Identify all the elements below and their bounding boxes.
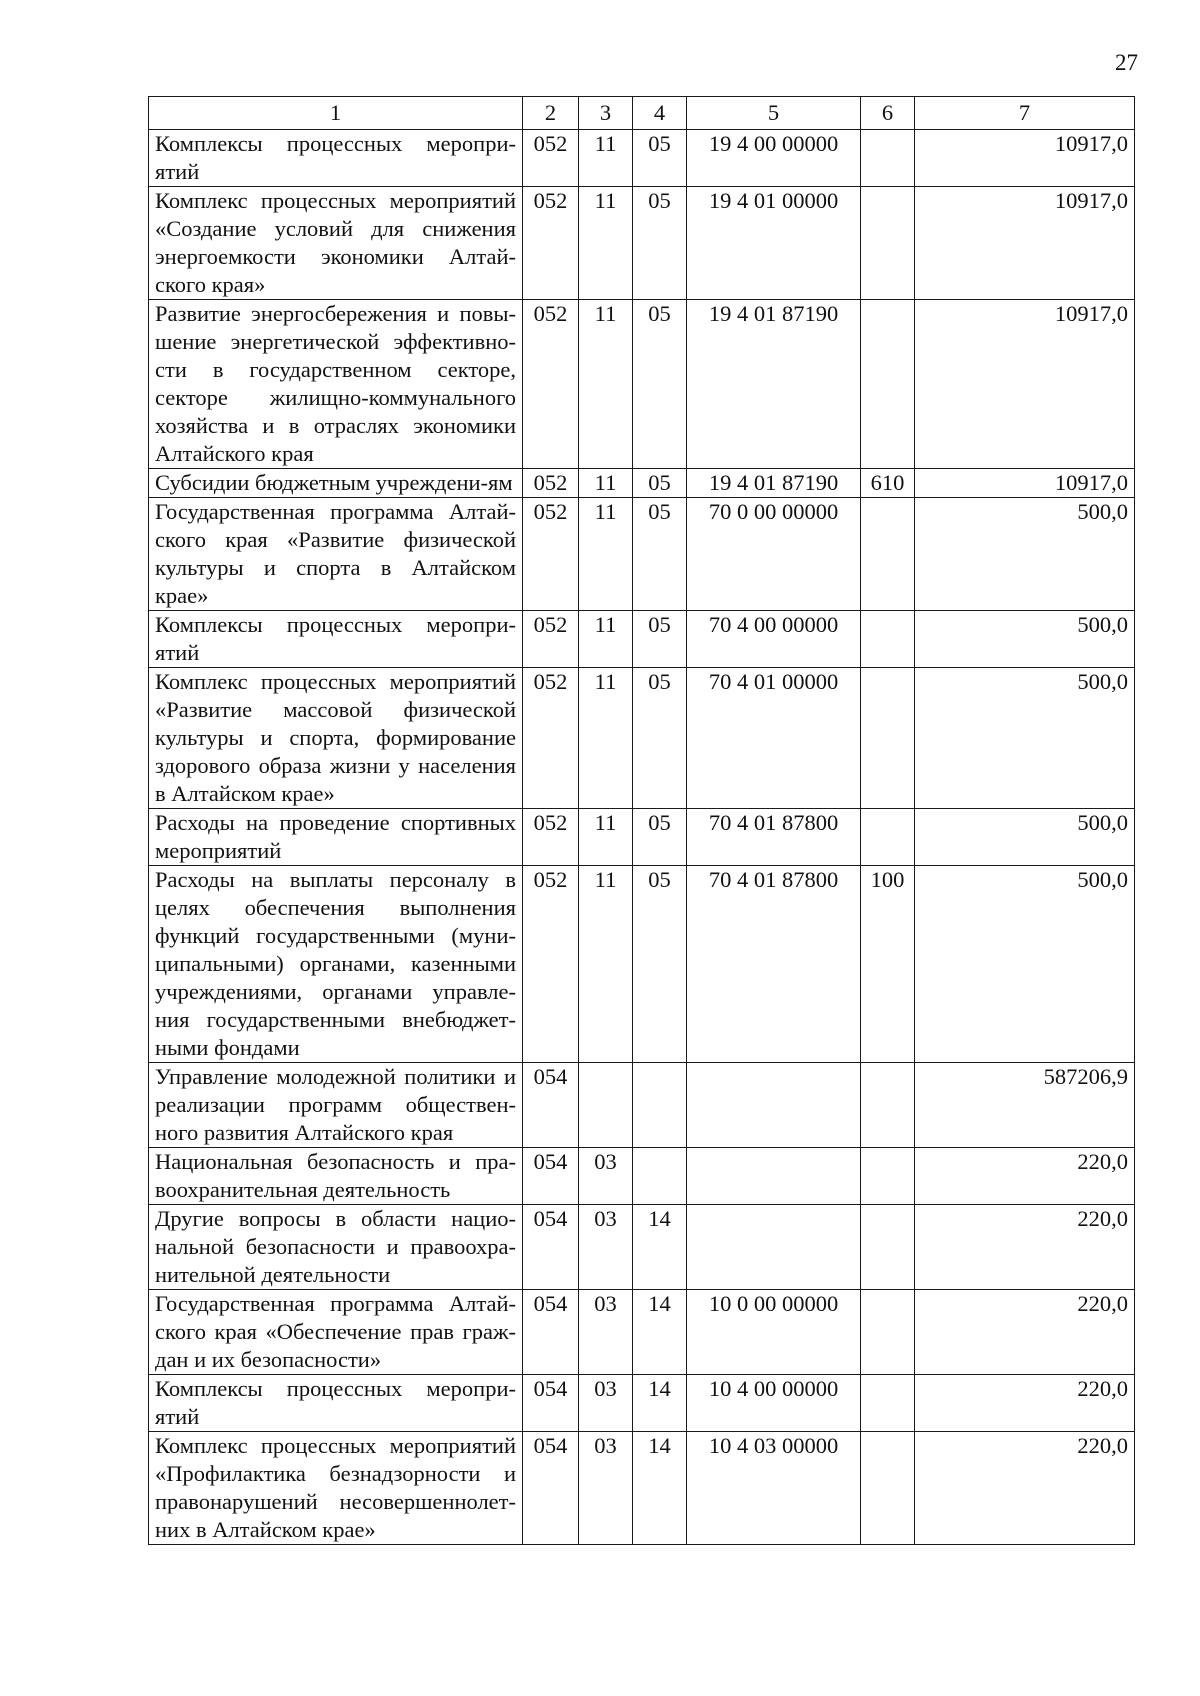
column-header: 3 <box>579 97 633 130</box>
item-name-cell: Государственная программа Алтай-ского края «Обеспечение прав граж-дан и их безопасности» <box>149 1290 523 1375</box>
admin-code-cell: 052 <box>523 498 579 611</box>
amount-cell: 10917,0 <box>915 469 1135 498</box>
target-article-cell <box>687 1148 861 1205</box>
admin-code-cell: 052 <box>523 130 579 187</box>
item-name-cell: Комплексы процессных меропри-ятий <box>149 1375 523 1432</box>
amount-cell: 10917,0 <box>915 130 1135 187</box>
item-name-cell: Другие вопросы в области нацио-нальной безопасности и правоохра-нительной деятельности <box>149 1205 523 1290</box>
table-row <box>149 300 1135 469</box>
subsection-cell: 14 <box>633 1205 687 1290</box>
section-cell: 03 <box>579 1148 633 1205</box>
subsection-cell: 14 <box>633 1290 687 1375</box>
expense-type-cell <box>861 187 915 300</box>
item-name-cell: Субсидии бюджетным учреждени-ям <box>149 469 523 498</box>
amount-cell: 10917,0 <box>915 187 1135 300</box>
column-header: 1 <box>149 97 523 130</box>
table-row <box>149 1063 1135 1148</box>
section-cell: 11 <box>579 809 633 866</box>
section-cell: 03 <box>579 1375 633 1432</box>
target-article-cell: 70 4 01 00000 <box>687 668 861 809</box>
column-header: 5 <box>687 97 861 130</box>
amount-cell: 220,0 <box>915 1290 1135 1375</box>
admin-code-cell: 054 <box>523 1063 579 1148</box>
item-name-cell: Комплекс процессных мероприятий «Создание условий для снижения энергоемкости экономики Алтай-ского края» <box>149 187 523 300</box>
section-cell: 11 <box>579 469 633 498</box>
section-cell: 11 <box>579 187 633 300</box>
admin-code-cell: 054 <box>523 1432 579 1545</box>
admin-code-cell: 052 <box>523 668 579 809</box>
target-article-cell: 19 4 01 87190 <box>687 469 861 498</box>
item-name-cell: Комплексы процессных меропри-ятий <box>149 130 523 187</box>
column-header: 2 <box>523 97 579 130</box>
item-name-cell: Национальная безопасность и пра-воохранительная деятельность <box>149 1148 523 1205</box>
table-row <box>149 1432 1135 1545</box>
item-name-cell: Государственная программа Алтай-ского края «Развитие физической культуры и спорта в Алтайском крае» <box>149 498 523 611</box>
expense-type-cell <box>861 1432 915 1545</box>
expense-type-cell <box>861 498 915 611</box>
item-name-cell: Управление молодежной политики и реализации программ обществен-ного развития Алтайского края <box>149 1063 523 1148</box>
page-number: 27 <box>1115 50 1138 75</box>
amount-cell: 220,0 <box>915 1205 1135 1290</box>
amount-cell: 500,0 <box>915 809 1135 866</box>
table-row <box>149 187 1135 300</box>
expense-type-cell <box>861 130 915 187</box>
target-article-cell: 19 4 01 00000 <box>687 187 861 300</box>
table-row <box>149 668 1135 809</box>
column-header: 6 <box>861 97 915 130</box>
amount-cell: 500,0 <box>915 668 1135 809</box>
amount-cell: 587206,9 <box>915 1063 1135 1148</box>
target-article-cell: 70 0 00 00000 <box>687 498 861 611</box>
admin-code-cell: 052 <box>523 469 579 498</box>
subsection-cell: 05 <box>633 498 687 611</box>
item-name-cell: Расходы на выплаты персоналу в целях обеспечения выполнения функций государственными (муни-ципальными) органами, казенными учреждениями, органами управле-ния государственными внебюджет-ными фондами <box>149 866 523 1063</box>
section-cell: 11 <box>579 498 633 611</box>
admin-code-cell: 052 <box>523 611 579 668</box>
column-header: 4 <box>633 97 687 130</box>
item-name-cell: Комплексы процессных меропри-ятий <box>149 611 523 668</box>
table-row <box>149 1290 1135 1375</box>
table-row <box>149 809 1135 866</box>
amount-cell: 10917,0 <box>915 300 1135 469</box>
admin-code-cell: 054 <box>523 1205 579 1290</box>
table-row <box>149 1205 1135 1290</box>
expense-type-cell: 610 <box>861 469 915 498</box>
amount-cell: 500,0 <box>915 611 1135 668</box>
target-article-cell: 10 4 03 00000 <box>687 1432 861 1545</box>
subsection-cell: 05 <box>633 809 687 866</box>
subsection-cell: 05 <box>633 187 687 300</box>
expense-type-cell <box>861 1205 915 1290</box>
amount-cell: 220,0 <box>915 1375 1135 1432</box>
expense-type-cell <box>861 300 915 469</box>
subsection-cell: 05 <box>633 668 687 809</box>
expense-type-cell <box>861 1148 915 1205</box>
expense-type-cell: 100 <box>861 866 915 1063</box>
target-article-cell: 70 4 00 00000 <box>687 611 861 668</box>
section-cell: 11 <box>579 300 633 469</box>
section-cell: 11 <box>579 866 633 1063</box>
target-article-cell: 70 4 01 87800 <box>687 809 861 866</box>
section-cell: 11 <box>579 611 633 668</box>
target-article-cell <box>687 1205 861 1290</box>
subsection-cell: 05 <box>633 866 687 1063</box>
table-row <box>149 469 1135 498</box>
table-row <box>149 498 1135 611</box>
admin-code-cell: 052 <box>523 300 579 469</box>
expense-type-cell <box>861 668 915 809</box>
table-row <box>149 866 1135 1063</box>
admin-code-cell: 054 <box>523 1290 579 1375</box>
table-row <box>149 1148 1135 1205</box>
admin-code-cell: 052 <box>523 187 579 300</box>
header-row <box>149 97 1135 130</box>
section-cell: 03 <box>579 1432 633 1545</box>
target-article-cell: 10 0 00 00000 <box>687 1290 861 1375</box>
amount-cell: 500,0 <box>915 866 1135 1063</box>
target-article-cell: 19 4 00 00000 <box>687 130 861 187</box>
expense-type-cell <box>861 1063 915 1148</box>
target-article-cell: 19 4 01 87190 <box>687 300 861 469</box>
target-article-cell: 10 4 00 00000 <box>687 1375 861 1432</box>
section-cell: 11 <box>579 668 633 809</box>
amount-cell: 500,0 <box>915 498 1135 611</box>
section-cell: 03 <box>579 1205 633 1290</box>
item-name-cell: Развитие энергосбережения и повы-шение энергетической эффективно-сти в государственном секторе, секторе жилищно-коммунального хозяйства и в отраслях экономики Алтайского края <box>149 300 523 469</box>
amount-cell: 220,0 <box>915 1148 1135 1205</box>
subsection-cell: 05 <box>633 469 687 498</box>
table-row <box>149 1375 1135 1432</box>
subsection-cell: 14 <box>633 1432 687 1545</box>
admin-code-cell: 052 <box>523 866 579 1063</box>
item-name-cell: Расходы на проведение спортивных мероприятий <box>149 809 523 866</box>
amount-cell: 220,0 <box>915 1432 1135 1545</box>
column-header: 7 <box>915 97 1135 130</box>
admin-code-cell: 054 <box>523 1148 579 1205</box>
subsection-cell: 05 <box>633 611 687 668</box>
item-name-cell: Комплекс процессных мероприятий «Профилактика безнадзорности и правонарушений несовершеннолет-них в Алтайском крае» <box>149 1432 523 1545</box>
subsection-cell: 05 <box>633 130 687 187</box>
table-row <box>149 611 1135 668</box>
section-cell: 03 <box>579 1290 633 1375</box>
expense-type-cell <box>861 809 915 866</box>
subsection-cell <box>633 1063 687 1148</box>
target-article-cell: 70 4 01 87800 <box>687 866 861 1063</box>
expense-type-cell <box>861 1290 915 1375</box>
budget-table <box>148 96 1135 1545</box>
item-name-cell: Комплекс процессных мероприятий «Развитие массовой физической культуры и спорта, формирование здорового образа жизни у населения в Алтайском крае» <box>149 668 523 809</box>
section-cell <box>579 1063 633 1148</box>
admin-code-cell: 052 <box>523 809 579 866</box>
subsection-cell: 14 <box>633 1375 687 1432</box>
subsection-cell: 05 <box>633 300 687 469</box>
table-row <box>149 130 1135 187</box>
section-cell: 11 <box>579 130 633 187</box>
expense-type-cell <box>861 1375 915 1432</box>
target-article-cell <box>687 1063 861 1148</box>
admin-code-cell: 054 <box>523 1375 579 1432</box>
subsection-cell <box>633 1148 687 1205</box>
expense-type-cell <box>861 611 915 668</box>
